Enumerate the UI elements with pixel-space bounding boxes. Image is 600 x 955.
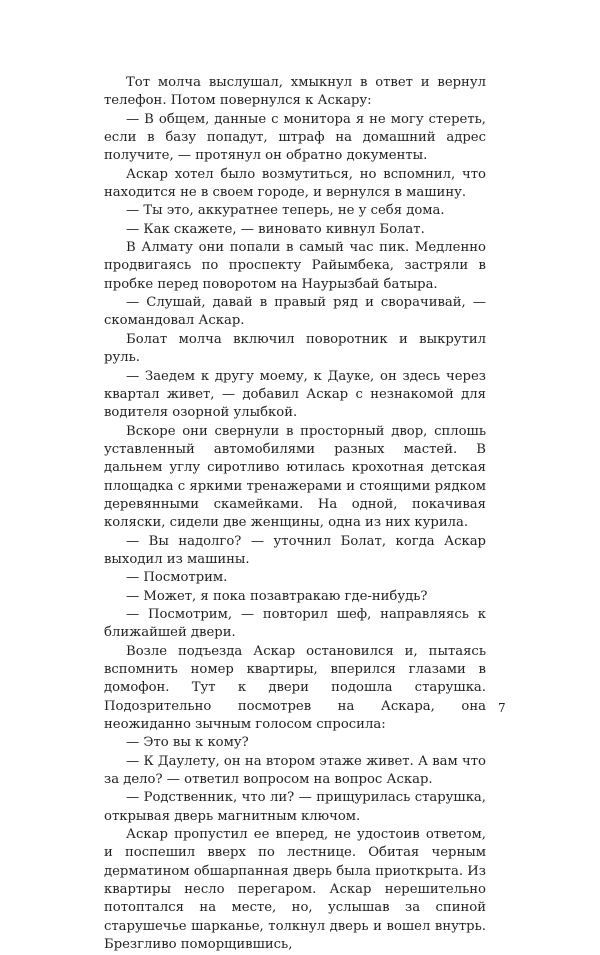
paragraph: В Алмату они попали в самый час пик. Медленно продвигаясь по проспекту Райымбека, застряли в пробке перед поворотом на Наурызбай батыра. bbox=[104, 240, 486, 292]
paragraph: — В общем, данные с монитора я не могу стереть, если в базу попадут, штраф на домашний адрес получите, — протянул он обратно документы. bbox=[104, 111, 486, 164]
paragraph: — Родственник, что ли? — прищурилась старушка, открывая дверь магнитным ключом. bbox=[104, 790, 486, 824]
paragraph: Тот молча выслушал, хмыкнул в ответ и вернул телефон. Потом повернулся к Аскару: bbox=[104, 75, 486, 109]
paragraph: Возле подъезда Аскар остановился и, пытаясь вспомнить номер квартиры, вперился глазами в домофон. Тут к двери подошла старушка. Подозрительно посмотрев на Аскара, она неожиданно зычным голосом спросила: bbox=[104, 643, 486, 733]
paragraph: Вскоре они свернули в просторный двор, сплошь уставленный автомобилями разных мастей. В дальнем углу сиротливо ютилась крохотная детская площадка с яркими тренажерами и стоящими рядком деревянными скамейками. На одной, покачивая коляски, сидели две женщины, одна из них курила. bbox=[104, 423, 486, 531]
paragraph: Аскар пропустил ее вперед, не удостоив ответом, и поспешил вверх по лестнице. Обитая черным дерматином обшарпанная дверь была приоткрыта. Из квартиры несло перегаром. Аскар нерешительно потоптался на месте, но, услышав за спиной старушечье шарканье, толкнул дверь и вошел внутрь. Брезгливо поморщившись, bbox=[104, 827, 486, 953]
paragraph: — Вы надолго? — уточнил Болат, когда Аскар выходил из машины. bbox=[104, 533, 486, 567]
body-text bbox=[104, 74, 486, 955]
paragraph: — Ты это, аккуратнее теперь, не у себя дома. bbox=[126, 203, 445, 219]
paragraph: — Слушай, давай в правый ряд и сворачивай, — скомандовал Аскар. bbox=[104, 295, 486, 329]
paragraph: — Может, я пока позавтракаю где-нибудь? bbox=[126, 588, 428, 604]
paragraph: — Как скажете, — виновато кивнул Болат. bbox=[126, 221, 425, 237]
paragraph: — Заедем к другу моему, к Дауке, он здесь через квартал живет, — добавил Аскар с незнакомой для водителя озорной улыбкой. bbox=[104, 368, 486, 421]
page-number: 7 bbox=[498, 701, 506, 715]
paragraph: — Посмотрим. bbox=[126, 570, 228, 586]
paragraph: — Посмотрим, — повторил шеф, направляясь к ближайшей двери. bbox=[104, 606, 486, 641]
paragraph: Аскар хотел было возмутиться, но вспомнил, что находится не в своем городе, и вернулся в машину. bbox=[104, 166, 486, 201]
paragraph: Болат молча включил поворотник и выкрутил руль. bbox=[104, 331, 486, 366]
paragraph: — К Даулету, он на втором этаже живет. А вам что за дело? — ответил вопросом на вопрос Аскар. bbox=[104, 753, 486, 788]
paragraph: — Это вы к кому? bbox=[126, 735, 249, 751]
